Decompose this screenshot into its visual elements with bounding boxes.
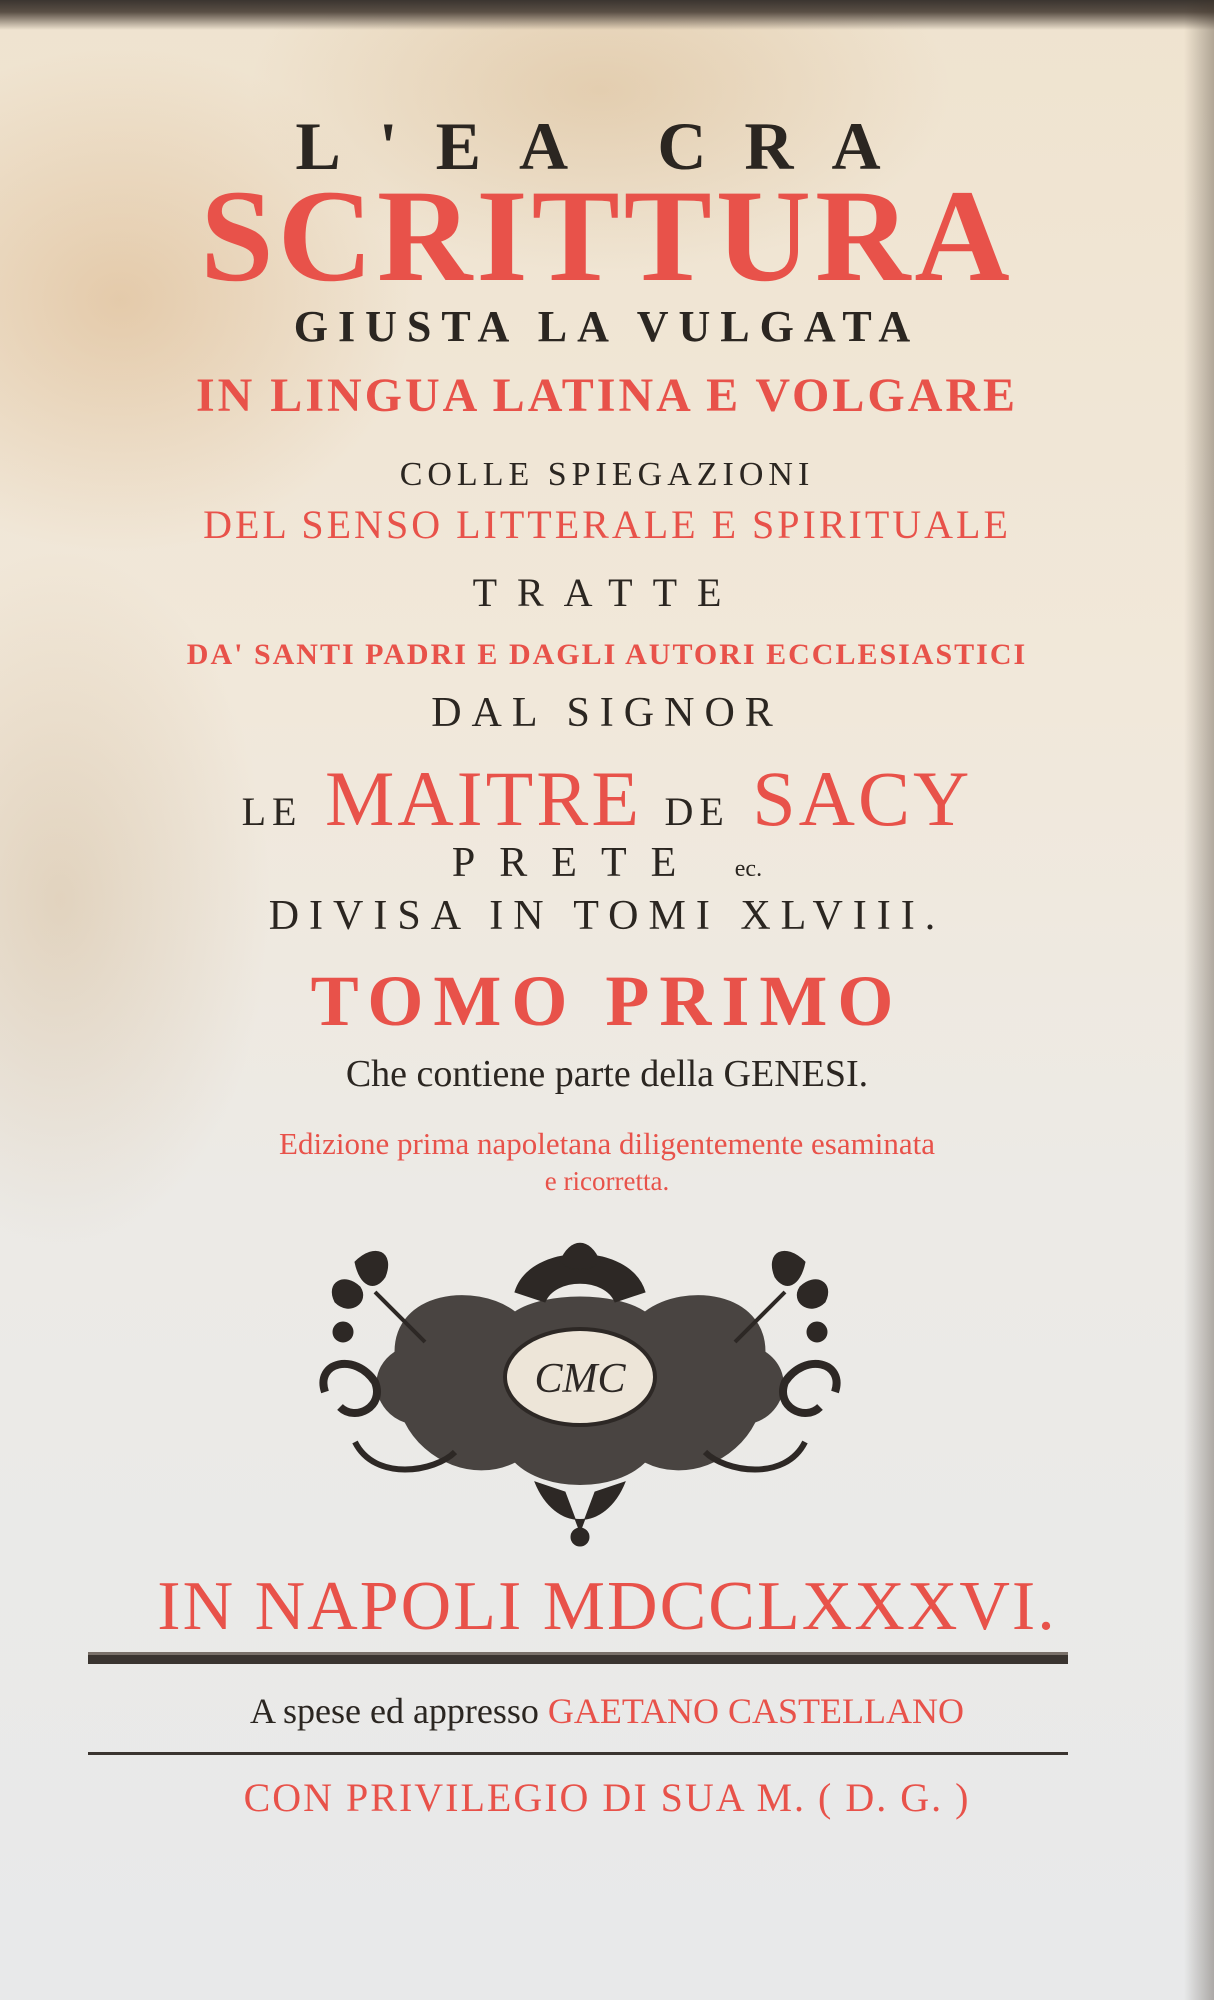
contents-line: Che contiene parte della GENESI.	[345, 1053, 869, 1095]
subtitle-tratte: TRATTE	[472, 570, 742, 615]
subtitle-senso: DEL SENSO LITTERALE E SPIRITUALE	[203, 502, 1011, 547]
publisher-line	[0, 1693, 1214, 1729]
subtitle-lingua: IN LINGUA LATINA E VOLGARE	[195, 369, 1019, 422]
privilege-line: CON PRIVILEGIO DI SUA M. ( D. G. )	[243, 1775, 971, 1820]
place-and-year: IN NAPOLI MDCCLXXXVI.	[157, 1568, 1057, 1645]
author-de: DE	[664, 789, 730, 834]
printers-ornament-image	[315, 1232, 845, 1552]
torn-top-edge	[0, 0, 1214, 30]
volume-title: TOMO PRIMO	[310, 961, 904, 1041]
prete-text: PRETE	[451, 840, 701, 886]
subtitle-santi: DA' SANTI PADRI E DAGLI AUTORI ECCLESIASTICI	[186, 638, 1028, 671]
thin-rule-divider	[88, 1752, 1068, 1755]
ornament-monogram: CMC	[534, 1356, 626, 1402]
author-line	[0, 755, 1214, 842]
prete-ec: ec.	[734, 856, 763, 882]
publisher-prefix: A spese ed appresso	[249, 1691, 539, 1731]
subtitle-dal-signor: DAL SIGNOR	[431, 690, 783, 736]
edition-line-1: Edizione prima napoletana diligentemente esaminata	[279, 1126, 935, 1161]
subtitle-colle: COLLE SPIEGAZIONI	[399, 456, 815, 493]
author-sacy: SACY	[752, 755, 973, 842]
thick-rule-highlight	[88, 1652, 1068, 1655]
author-maitre: MAITRE	[324, 755, 642, 842]
edition-line-2: e ricorretta.	[544, 1166, 670, 1196]
prete-line	[0, 842, 1214, 884]
main-title: SCRITTURA	[200, 162, 1014, 309]
publisher-name: GAETANO CASTELLANO	[547, 1691, 964, 1731]
subtitle-giusta: GIUSTA LA VULGATA	[293, 302, 921, 351]
author-le: LE	[241, 789, 303, 834]
divisa-line: DIVISA IN TOMI XLVIII.	[268, 893, 946, 939]
title-line-top: L'EA CRA	[295, 108, 919, 184]
